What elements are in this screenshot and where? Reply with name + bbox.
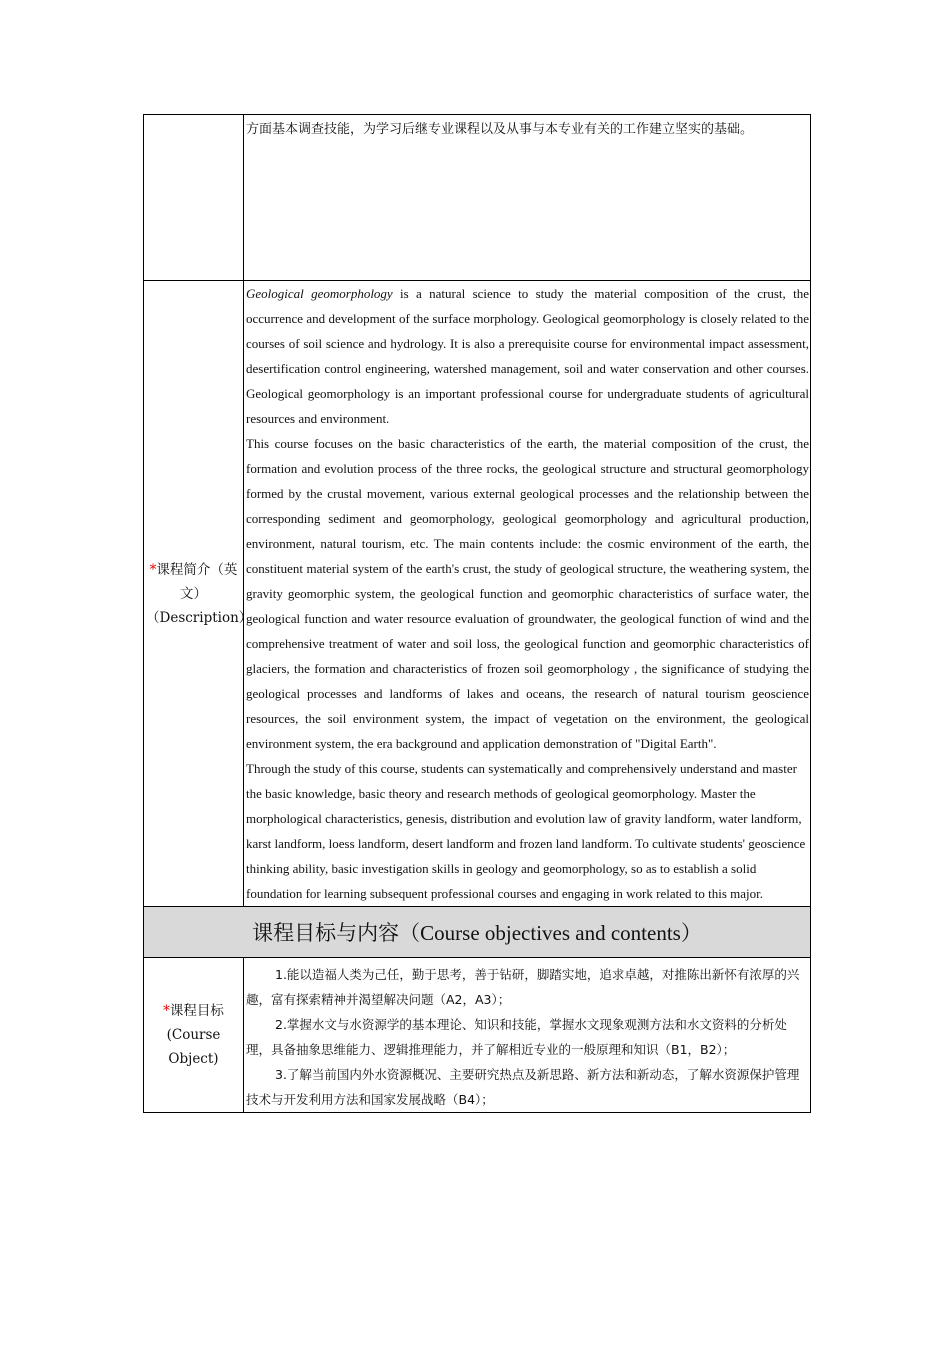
section-header-en: （Course objectives and contents）: [399, 921, 702, 945]
objectives-label-en: (Course Object): [166, 1027, 221, 1067]
section-header-row: [144, 907, 811, 958]
continuation-row: [144, 115, 811, 281]
continuation-text: 方面基本调查技能，为学习后继专业课程以及从事与本专业有关的工作建立坚实的基础。: [244, 115, 811, 281]
course-info-table: [143, 114, 811, 1113]
objectives-row: [144, 958, 811, 1113]
section-header-cn: 课程目标与内容: [252, 921, 400, 945]
description-paragraph-1: [246, 281, 809, 431]
objectives-label-cn: 课程目标: [169, 1003, 224, 1019]
objective-item: 2.掌握水文与水资源学的基本理论、知识和技能，掌握水文现象观测方法和水文资料的分析处理，具备抽象思维能力、逻辑推理能力，并了解相近专业的一般原理和知识（B1，B2）；: [246, 1017, 787, 1057]
required-star: *: [149, 561, 157, 578]
objective-item: 1.能以造福人类为己任，勤于思考，善于钻研，脚踏实地，追求卓越，对推陈出新怀有浓厚的兴趣，富有探索精神并渴望解决问题（A2，A3）；: [246, 967, 800, 1007]
objectives-text: [244, 958, 811, 1113]
description-label: [144, 281, 253, 907]
objective-item: 3.了解当前国内外水资源概况、主要研究热点及新思路、新方法和新动态，了解水资源保护管理技术与开发利用方法和国家发展战略（B4）；: [246, 1067, 800, 1107]
lead-term: Geological geomorphology: [246, 286, 393, 301]
section-header: [144, 907, 811, 958]
description-text: [244, 281, 811, 907]
description-paragraph-2: This course focuses on the basic characteristics of the earth, the material composition of the crust, the formation and evolution process of the three rocks, the geological structure and structural geomorphology formed by the crustal movement, various external geological processes and the relationship between the corresponding sediment and geomorphology, geological geomorphology and agricultural production, environment, natural tourism, etc. The main contents include: the cosmic environment of the earth, the constituent material system of the earth's crust, the study of geological structure, the weathering system, the gravity geomorphic system, the geological function and geomorphic characteristics of surface water, the geological function and water resource evaluation of groundwater, the geological function of wind and the comprehensive treatment of water and soil loss, the geological function and geomorphic characteristics of glaciers, the formation and characteristics of frozen soil geomorphology , the significance of studying the geological processes and landforms of lakes and oceans, the research of natural tourism geoscience resources, the soil environment system, the impact of vegetation on the environment, the geological environment system, the era background and application demonstration of "Digital Earth".: [246, 436, 809, 751]
description-paragraph-3: Through the study of this course, students can systematically and comprehensively understand and master the basic knowledge, basic theory and research methods of geological geomorphology. Master the morphological characteristics, genesis, distribution and evolution law of gravity landform, water landform, karst landform, loess landform, desert landform and frozen land landform. To cultivate students' geoscience thinking ability, basic investigation skills in geology and geomorphology, so as to establish a solid foundation for learning subsequent professional courses and engaging in work related to this major.: [246, 761, 806, 901]
description-row: [144, 281, 811, 907]
description-label-en: （Description）: [146, 609, 253, 626]
paragraph-1-body: is a natural science to study the material composition of the crust, the occurrence and development of the surface morphology. Geological geomorphology is closely related to the courses of soil science and hydrology. It is also a prerequisite course for environmental impact assessment, desertification control engineering, watershed management, soil and water conservation and other courses. Geological geomorphology is an important professional course for undergraduate students of agricultural resources and environment.: [246, 286, 809, 426]
empty-label-cell: [144, 115, 244, 281]
description-label-cn: 课程简介（英文）: [156, 561, 238, 602]
required-star: *: [163, 1003, 170, 1019]
objectives-label: [144, 958, 244, 1113]
